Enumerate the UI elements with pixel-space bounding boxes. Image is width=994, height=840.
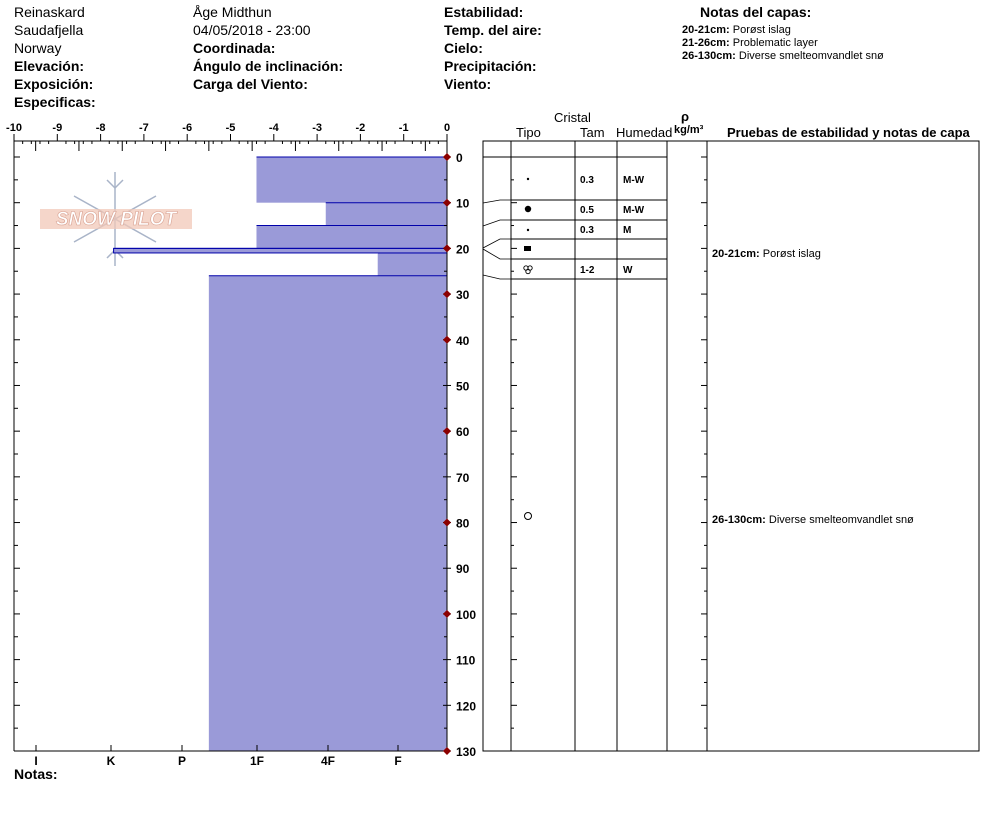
melt-form-icon: [525, 206, 531, 212]
layer-notes-title: Notas del capas:: [700, 4, 812, 20]
y-tick-label: 0: [456, 151, 463, 165]
hardness-tick-label: I: [34, 754, 38, 768]
layer-note-table-2: 26-130cm: Diverse smelteomvandlet snø: [712, 514, 914, 526]
x-tick-label: 0: [443, 122, 451, 134]
precipitation-label: Precipitación:: [444, 58, 537, 74]
tests-header: Pruebas de estabilidad y notas de capa: [727, 125, 970, 140]
rounded-grain-small-icon: [527, 229, 529, 231]
layer-note-3: 26-130cm: Diverse smelteomvandlet snø: [682, 50, 884, 62]
y-tick-label: 40: [456, 333, 470, 348]
hardness-bar: [326, 203, 447, 226]
stability-label: Estabilidad:: [444, 4, 524, 20]
y-tick-label: 110: [456, 653, 476, 668]
sky-label: Cielo:: [444, 40, 483, 56]
wind-load-label: Carga del Viento:: [193, 76, 308, 92]
hardness-bar: [256, 226, 447, 249]
hardness-bar: [209, 276, 447, 751]
hardness-tick-label: 4F: [320, 754, 336, 768]
row-size: 1-2: [580, 265, 595, 276]
density-unit: kg/m³: [674, 124, 704, 136]
x-tick-label: -1: [398, 122, 409, 134]
type-header: Tipo: [516, 125, 541, 140]
x-tick-label: -4: [268, 122, 279, 134]
y-tick-label: 90: [456, 562, 470, 577]
wind-label: Viento:: [444, 76, 492, 92]
moisture-header: Humedad: [616, 125, 673, 140]
hardness-bar: [256, 157, 447, 203]
hardness-bar: [378, 253, 447, 276]
y-tick-label: 70: [456, 470, 470, 485]
row-moisture: M: [623, 225, 632, 236]
notes-label: Notas:: [14, 766, 58, 782]
specifics-label: Especificas:: [14, 94, 96, 110]
observer-name: Åge Midthun: [193, 4, 272, 20]
y-tick-label: 130: [456, 745, 477, 759]
x-tick-label: -5: [225, 122, 236, 134]
crystal-header: Cristal: [554, 110, 591, 125]
aspect-label: Exposición:: [14, 76, 94, 92]
row-moisture: W: [623, 265, 633, 276]
row-moisture: M-W: [623, 205, 645, 216]
range-name: Saudafjella: [14, 22, 84, 38]
hardness-tick-label: 1F: [249, 754, 265, 768]
location-name: Reinaskard: [14, 4, 85, 20]
observation-datetime: 04/05/2018 - 23:00: [193, 22, 311, 38]
y-tick-label: 30: [456, 288, 470, 303]
density-header: ρ: [681, 109, 690, 124]
ice-layer-icon: [524, 246, 531, 251]
x-tick-label: -8: [95, 122, 106, 134]
y-tick-label: 120: [456, 699, 477, 714]
hardness-tick-label: P: [177, 754, 187, 768]
x-tick-label: -2: [355, 122, 366, 134]
row-moisture: M-W: [623, 175, 645, 186]
air-temp-label: Temp. del aire:: [444, 22, 542, 38]
svg-text:SNOW PILOT: SNOW PILOT: [55, 209, 177, 230]
elevation-label: Elevación:: [14, 58, 85, 74]
row-size: 0.3: [580, 225, 594, 236]
row-size: 0.3: [580, 175, 594, 186]
coordinate-label: Coordinada:: [193, 40, 276, 56]
x-tick-label: -7: [139, 122, 149, 134]
row-size: 0.5: [580, 205, 594, 216]
y-tick-label: 100: [456, 607, 477, 622]
x-tick-label: -3: [312, 122, 322, 134]
y-tick-label: 80: [456, 516, 470, 531]
hardness-tick-label: K: [106, 754, 116, 768]
slope-angle-label: Ángulo de inclinación:: [193, 58, 344, 74]
y-tick-label: 10: [456, 196, 470, 211]
x-tick-label: -6: [182, 122, 193, 134]
melt-form-open-icon: [525, 513, 532, 520]
x-tick-label: -9: [52, 122, 63, 134]
y-tick-label: 60: [456, 425, 470, 440]
x-tick-label: -10: [6, 122, 22, 134]
melt-freeze-crust-icon: [524, 266, 532, 274]
rounded-grain-small-icon: [527, 178, 529, 180]
country-name: Norway: [14, 40, 62, 56]
layer-note-2: 21-26cm: Problematic layer: [682, 37, 818, 49]
hardness-tick-label: F: [394, 754, 402, 768]
crystal-table: [483, 141, 979, 751]
y-tick-label: 50: [456, 379, 470, 394]
size-header: Tam: [580, 125, 605, 140]
layer-note-table-1: 20-21cm: Porøst islag: [712, 248, 821, 260]
y-tick-label: 20: [456, 242, 470, 257]
hardness-bar: [114, 248, 447, 253]
layer-note-1: 20-21cm: Porøst islag: [682, 24, 791, 36]
